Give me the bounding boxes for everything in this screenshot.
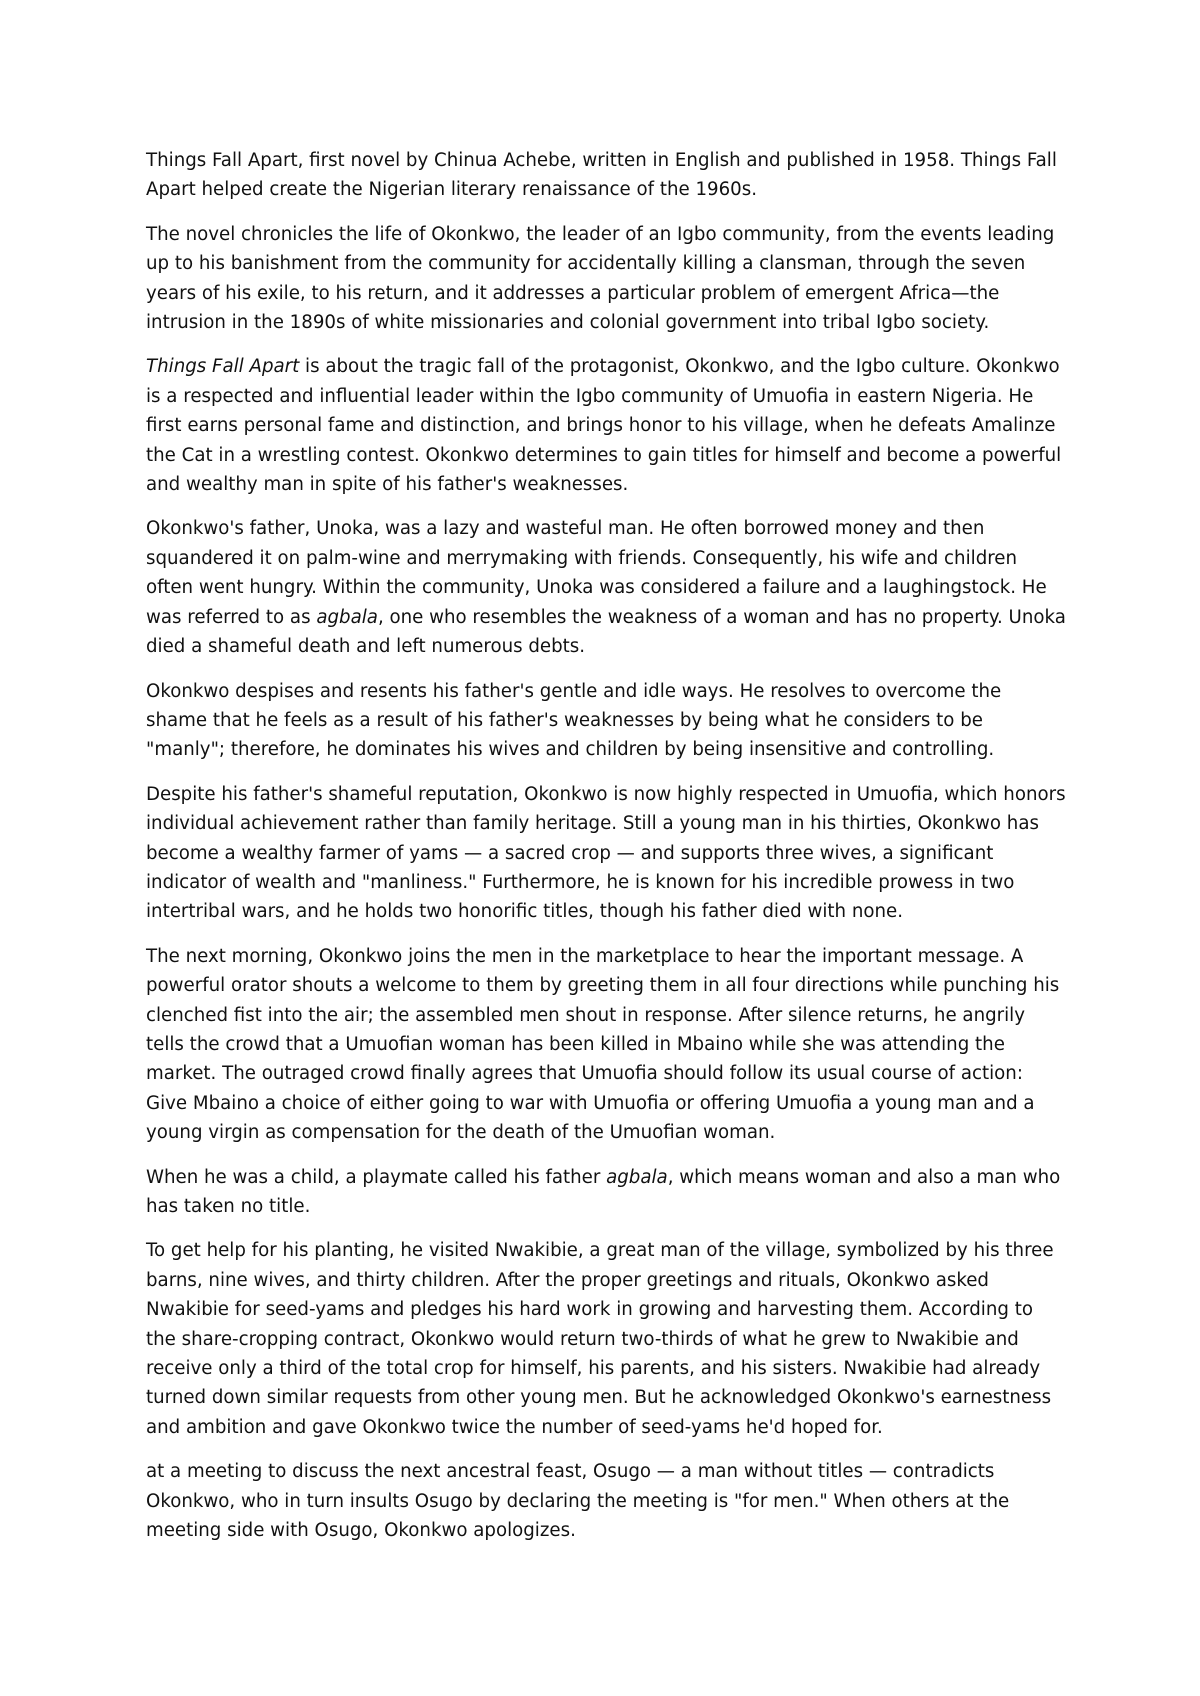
paragraph-reputation [146, 780, 1066, 927]
paragraph-chronicle [146, 220, 1066, 338]
paragraph-unoka [146, 514, 1066, 661]
paragraph-despises [146, 677, 1066, 765]
paragraph-marketplace [146, 942, 1066, 1148]
paragraph-text: , which means woman and also a man who has taken no title. [146, 1166, 1061, 1217]
paragraph-text: Okonkwo's father, Unoka, was a lazy and wasteful man. He often borrowed money and then squandered it on palm-wine and merrymaking with friends. Consequently, his wife and children often went hungry. Within the community, Unoka was considered a failure and a laughingstock. He was referred to as [146, 518, 1047, 628]
document-body [146, 146, 1066, 1560]
paragraph-nwakibie [146, 1236, 1066, 1442]
paragraph-intro [146, 146, 1066, 205]
term-italic: agbala [316, 606, 378, 628]
paragraph-text: is about the tragic fall of the protagonist, Okonkwo, and the Igbo culture. Okonkwo is a respected and influential leader within the Igbo community of Umuofia in eastern Nigeria. He first earns personal fame and distinction, and brings honor to his village, when he defeats Amalinze the Cat in a wrestling contest. Okonkwo determines to gain titles for himself and become a powerful and wealthy man in spite of his father's weaknesses. [146, 356, 1062, 496]
paragraph-text: at a meeting to discuss the next ancestral feast, Osugo — a man without titles — contradicts Okonkwo, who in turn insults Osugo by declaring the meeting is "for men." When others at the meeting side with Osugo, Okonkwo apologizes. [146, 1461, 1010, 1542]
paragraph-text: The next morning, Okonkwo joins the men in the marketplace to hear the important message. A powerful orator shouts a welcome to them by greeting them in all four directions while punching his clenched fist into the air; the assembled men shout in response. After silence returns, he angrily tells the crowd that a Umuofian woman has been killed in Mbaino while she was attending the market. The outraged crowd finally agrees that Umuofia should follow its usual course of action: Give Mbaino a choice of either going to war with Umuofia or offering Umuofia a young man and a young virgin as compensation for the death of the Umuofian woman. [146, 945, 1060, 1144]
term-italic: agbala [606, 1166, 668, 1188]
paragraph-text: When he was a child, a playmate called his father [146, 1166, 607, 1188]
paragraph-tragic-fall [146, 352, 1066, 499]
book-title-italic: Things Fall Apart [146, 356, 300, 378]
paragraph-text: The novel chronicles the life of Okonkwo, the leader of an Igbo community, from the events leading up to his banishment from the community for accidentally killing a clansman, through the seven years of his exile, to his return, and it addresses a particular problem of emergent Africa—the intrusion in the 1890s of white missionaries and colonial government into tribal Igbo society. [146, 223, 1055, 334]
paragraph-text: Despite his father's shameful reputation, Okonkwo is now highly respected in Umuofia, which honors individual achievement rather than family heritage. Still a young man in his thirties, Okonkwo has become a wealthy farmer of yams — a sacred crop — and supports three wives, a significant indicator of wealth and "manliness." Furthermore, he is known for his incredible prowess in two intertribal wars, and he holds two honorific titles, though his father died with none. [146, 783, 1066, 923]
paragraph-text: , one who resembles the weakness of a woman and has no property. Unoka died a shameful death and left numerous debts. [146, 606, 1066, 658]
paragraph-text: Things Fall Apart, first novel by Chinua Achebe, written in English and published in 1958. Things Fall Apart helped create the Nigerian literary renaissance of the 1960s. [146, 150, 1057, 201]
paragraph-osugo [146, 1457, 1066, 1545]
paragraph-text: Okonkwo despises and resents his father's gentle and idle ways. He resolves to overcome the shame that he feels as a result of his father's weaknesses by being what he considers to be "manly"; therefore, he dominates his wives and children by being insensitive and controlling. [146, 680, 1002, 761]
paragraph-childhood [146, 1163, 1066, 1222]
paragraph-text: To get help for his planting, he visited Nwakibie, a great man of the village, symbolized by his three barns, nine wives, and thirty children. After the proper greetings and rituals, Okonkwo asked Nwakibie for seed-yams and pledges his hard work in growing and harvesting them. According to the share-cropping contract, Okonkwo would return two-thirds of what he grew to Nwakibie and receive only a third of the total crop for himself, his parents, and his sisters. Nwakibie had already turned down similar requests from other young men. But he acknowledged Okonkwo's earnestness and ambition and gave Okonkwo twice the number of seed-yams he'd hoped for. [146, 1240, 1054, 1438]
